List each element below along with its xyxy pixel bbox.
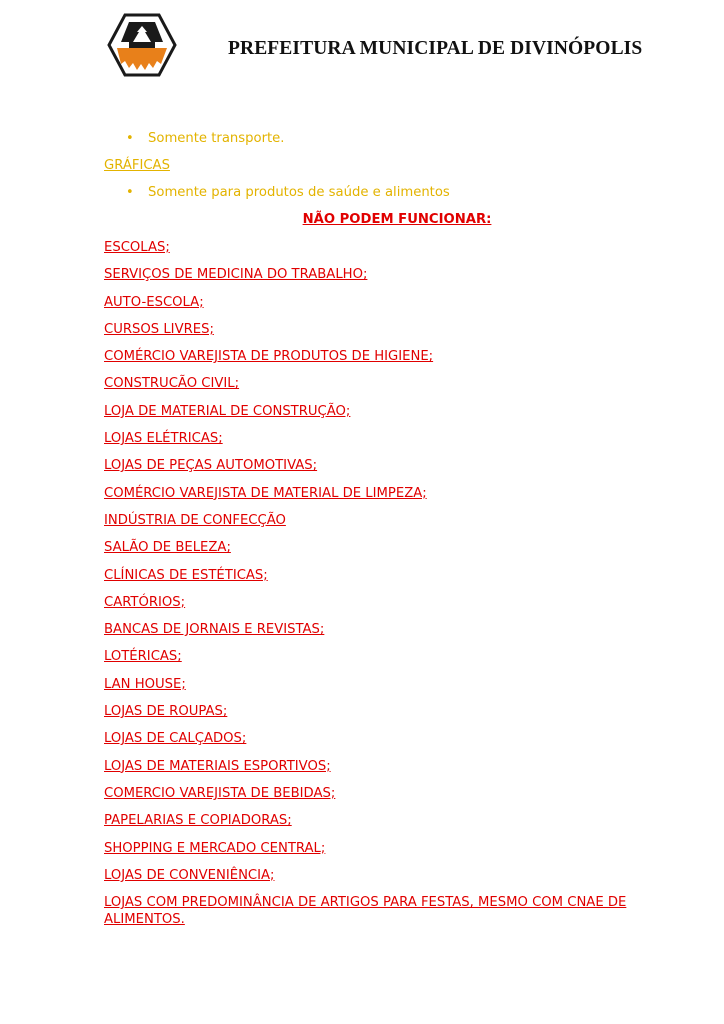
list-item-link[interactable]: COMÉRCIO VAREJISTA DE MATERIAL DE LIMPEZA;: [104, 485, 427, 501]
list-item-link[interactable]: LOJAS COM PREDOMINÂNCIA DE ARTIGOS PARA FESTAS, MESMO COM CNAE DE ALIMENTOS.: [104, 895, 627, 928]
municipal-crest-logo: [107, 12, 177, 78]
list-item-link[interactable]: AUTO-ESCOLA;: [104, 294, 204, 310]
list-item: [104, 128, 644, 155]
list-item-link[interactable]: SERVIÇOS DE MEDICINA DO TRABALHO;: [104, 267, 368, 283]
list-item-link[interactable]: ESCOLAS;: [104, 240, 170, 255]
list-item-link[interactable]: COMERCIO VAREJISTA DE BEBIDAS;: [104, 785, 336, 801]
list-item-link[interactable]: LOJAS DE MATERIAIS ESPORTIVOS;: [104, 758, 331, 774]
list-item: [104, 182, 644, 209]
section-label-graficas[interactable]: GRÁFICAS: [104, 158, 170, 173]
list-item-link[interactable]: INDÚSTRIA DE CONFECÇÃO: [104, 512, 286, 528]
bullet-icon: •: [126, 131, 134, 146]
list-item-link[interactable]: SHOPPING E MERCADO CENTRAL;: [104, 840, 326, 856]
list-item-link[interactable]: BANCAS DE JORNAIS E REVISTAS;: [104, 622, 325, 638]
list-item-link[interactable]: LOJAS DE ROUPAS;: [104, 704, 228, 720]
list-item-link[interactable]: CLÍNICAS DE ESTÉTICAS;: [104, 567, 268, 583]
list-item-link[interactable]: LOJAS DE CONVENIÊNCIA;: [104, 867, 275, 883]
list-item-link[interactable]: PAPELARIAS E COPIADORAS;: [104, 813, 292, 829]
list-item-link[interactable]: CURSOS LIVRES;: [104, 321, 214, 337]
list-item-link[interactable]: LOJAS DE PEÇAS AUTOMOTIVAS;: [104, 458, 318, 474]
document-body: [104, 128, 644, 928]
list-item-link[interactable]: COMÉRCIO VAREJISTA DE PRODUTOS DE HIGIENE;: [104, 349, 434, 365]
list-item-link[interactable]: CONSTRUCÃO CIVIL;: [104, 376, 240, 392]
list-item-link[interactable]: SALÃO DE BELEZA;: [104, 540, 231, 556]
list-item-link[interactable]: LOJAS ELÉTRICAS;: [104, 431, 223, 447]
bullet-icon: •: [126, 185, 134, 200]
page-header: [0, 0, 724, 100]
list-item-link[interactable]: LOJA DE MATERIAL DE CONSTRUÇÃO;: [104, 403, 351, 419]
list-item-link[interactable]: LOJAS DE CALÇADOS;: [104, 731, 247, 747]
list-item-link[interactable]: LAN HOUSE;: [104, 676, 186, 692]
list-item-link[interactable]: CARTÓRIOS;: [104, 594, 186, 610]
bullet-text: Somente transporte.: [148, 131, 285, 146]
bullet-text: Somente para produtos de saúde e alimentos: [148, 185, 450, 200]
closed-establishments-list: [104, 237, 644, 928]
section-heading: NÃO PODEM FUNCIONAR:: [302, 212, 492, 227]
page-title: PREFEITURA MUNICIPAL DE DIVINÓPOLIS: [228, 38, 643, 59]
list-item-link[interactable]: LOTÉRICAS;: [104, 649, 182, 665]
